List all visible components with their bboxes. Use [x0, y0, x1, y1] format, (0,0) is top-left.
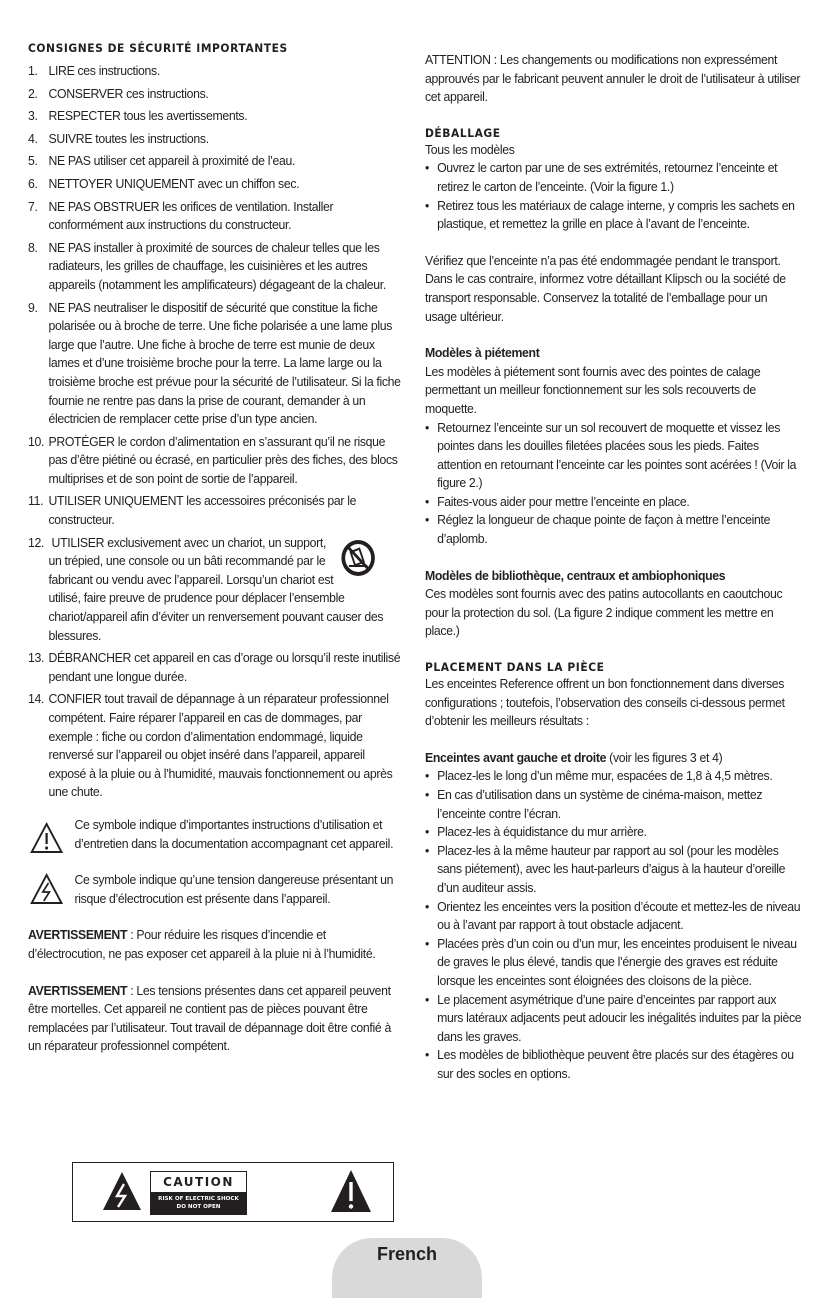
caution-subtext: RISK OF ELECTRIC SHOCK DO NOT OPEN	[151, 1192, 246, 1214]
safety-item-9: 9. NE PAS neutraliser le dispositif de sécurité que constitue la fiche polarisée ou à broche de terre. Une fiche polarisée a une lame plus large que l’autre. Une fiche à broche de terre est munie de deux lames et d’une troisième broche pour la terre. La lame large ou la troisième broche est prévue pour la sécurité de l’utilisateur. Si la fiche fournie ne rentre pas dans la prise de courant, demander à un électricien de remplacer cette prise d’un type ancien.	[28, 299, 401, 427]
safety-item-7: 7. NE PAS OBSTRUER les orifices de ventilation. Installer conformément aux instructions du constructeur.	[28, 198, 334, 233]
exclamation-triangle-icon	[30, 822, 63, 854]
list-item: • Retournez l’enceinte sur un sol recouvert de moquette et vissez les pointes dans les douilles filetées placées sous les pieds. Faites attention en retournant l’enceinte car les pointes sont acérées ! (Voir la figure 2.)	[425, 419, 797, 491]
safety-item-14: 14. CONFIER tout travail de dépannage à un réparateur professionnel compétent. Faire réparer l’appareil en cas de dommages, par exemple : fiche ou cordon d’alimentation endommagé, liquide renversé sur l’appareil ou objet inséré dans l’appareil, appareil exposé à la pluie ou à l’humidité, mauvais fonctionnement ou après une chute.	[28, 691, 393, 800]
left-column	[28, 40, 405, 1056]
list-item: • Placez-les le long d’un même mur, espacées de 1,8 à 4,5 mètres.	[425, 768, 773, 784]
safety-item-3: 3. RESPECTER tous les avertissements.	[28, 108, 248, 124]
safety-item-5: 5. NE PAS utiliser cet appareil à proximité de l’eau.	[28, 153, 296, 169]
exclamation-symbol-note: Ce symbole indique d’importantes instructions d’utilisation et d’entretien dans la documentation accompagnant cet appareil.	[28, 816, 405, 853]
attention-paragraph: ATTENTION : Les changements ou modifications non expressément approuvés par le fabricant peuvent annuler le droit de l’utilisateur à utiliser cet appareil.	[425, 52, 801, 105]
safety-item-2: 2. CONSERVER ces instructions.	[28, 85, 209, 101]
caution-word: CAUTION	[163, 1175, 234, 1189]
warning-moisture: AVERTISSEMENT : Pour réduire les risques d’incendie et d’électrocution, ne pas exposer cet appareil à la pluie ni à l’humidité.	[28, 927, 376, 961]
list-item: • Retirez tous les matériaux de calage interne, y compris les sachets en plastique, et remettez la grille en place à l’avant de l’enceinte.	[425, 197, 795, 232]
right-column	[425, 51, 802, 1084]
cart-tip-warning-icon	[340, 538, 377, 578]
language-label: French	[376, 1244, 437, 1264]
list-item: • Placez-les à équidistance du mur arrière.	[425, 824, 647, 840]
tous-modeles-heading: Tous les modèles	[425, 141, 515, 157]
lightning-triangle-icon	[101, 1170, 143, 1212]
safety-item-12: 12. UTILISER exclusivement avec un chariot, un support, un trépied, une console ou un bâti recommandé par le fabricant ou vendu avec l’appareil. Lorsqu’un chariot est utilisé, faire preuve de prudence pour déplacer l’ensemble chariot/appareil afin d’éviter un renversement pouvant causer des blessures.	[28, 534, 384, 643]
pietement-paragraph: Les modèles à piétement sont fournis avec des pointes de calage permettant un meilleur fonctionnement sur les sols recouverts de moquette.	[425, 363, 761, 416]
safety-item-13: 13. DÉBRANCHER cet appareil en cas d’orage ou lorsqu’il reste inutilisé pendant une longue durée.	[28, 650, 401, 684]
list-item: • Le placement asymétrique d’une paire d’enceintes par rapport aux murs latéraux adjacents peut adoucir les inégalités induites par la pièce dans les graves.	[425, 991, 802, 1044]
verification-paragraph: Vérifiez que l’enceinte n’a pas été endommagée pendant le transport. Dans le cas contraire, informez votre détaillant Klipsch ou la société de transport responsable. Conservez la totalité de l’emballage pour un usage ultérieur.	[425, 252, 786, 324]
pietement-heading: Modèles à piétement	[425, 345, 540, 361]
lightning-symbol-note: Ce symbole indique qu’une tension dangereuse présentant un risque d’électrocution est présente dans l’appareil.	[28, 871, 405, 908]
list-item: • Orientez les enceintes vers la position d’écoute et mettez-les de niveau ou à l’avant par rapport à tout obstacle adjacent.	[425, 898, 801, 933]
avant-heading: Enceintes avant gauche et droite (voir les figures 3 et 4)	[425, 749, 723, 765]
bibliotheque-paragraph: Ces modèles sont fournis avec des patins autocollants en caoutchouc pour la protection du sol. (La figure 2 indique comment les mettre en place.)	[425, 586, 783, 639]
safety-heading: CONSIGNES DE SÉCURITÉ IMPORTANTES	[28, 41, 288, 55]
lightning-triangle-icon	[30, 873, 63, 905]
deballage-heading: DÉBALLAGE	[425, 125, 501, 140]
exclamation-triangle-icon	[329, 1168, 373, 1214]
warning-voltage: AVERTISSEMENT : Les tensions présentes dans cet appareil peuvent être mortelles. Cet appareil ne contient pas de pièces pouvant être remplacées par l’utilisateur. Tout travail de dépannage doit être confié à un réparateur professionnel compétent.	[28, 982, 391, 1054]
list-item: • Placées près d’un coin ou d’un mur, les enceintes produisent le niveau de graves le plus élevé, tandis que l’énergie des graves est réduite lorsque les enceintes sont éloignées des cloisons de la pièce.	[425, 935, 797, 988]
list-item: • Placez-les à la même hauteur par rapport au sol (pour les modèles sans piétement), avec les haut-parleurs d’aigus à la hauteur d’oreille d’un auditeur assis.	[425, 842, 786, 895]
list-item: • Les modèles de bibliothèque peuvent être placés sur des étagères ou sur des socles en options.	[425, 1047, 794, 1081]
list-item: • Réglez la longueur de chaque pointe de façon à mettre l’enceinte d’aplomb.	[425, 512, 771, 547]
safety-item-1: 1. LIRE ces instructions.	[28, 63, 160, 78]
list-item: • Ouvrez le carton par une de ses extrémités, retournez l’enceinte et retirez le carton de l’enceinte. (Voir la figure 1.)	[425, 160, 778, 194]
placement-paragraph: Les enceintes Reference offrent un bon fonctionnement dans diverses configurations ; toutefois, l’observation des conseils ci-dessous permet d’obtenir les meilleurs résultats :	[425, 676, 785, 729]
bibliotheque-heading: Modèles de bibliothèque, centraux et ambiophoniques	[425, 567, 726, 583]
safety-item-4: 4. SUIVRE toutes les instructions.	[28, 130, 209, 146]
list-item: • Faites-vous aider pour mettre l’enceinte en place.	[425, 493, 690, 509]
caution-plate	[150, 1171, 247, 1215]
placement-heading: PLACEMENT DANS LA PIÈCE	[425, 660, 605, 675]
caution-label	[72, 1162, 394, 1222]
safety-item-11: 11. UTILISER UNIQUEMENT les accessoires préconisés par le constructeur.	[28, 493, 357, 528]
list-item: • En cas d’utilisation dans un système de cinéma-maison, mettez l’enceinte contre l’écran.	[425, 787, 763, 821]
safety-item-8: 8. NE PAS installer à proximité de sources de chaleur telles que les radiateurs, les grilles de chauffage, les cuisinières et les autres appareils (notamment les amplificateurs) dégageant de la chaleur.	[28, 239, 386, 292]
language-tab	[332, 1238, 482, 1298]
safety-item-6: 6. NETTOYER UNIQUEMENT avec un chiffon sec.	[28, 175, 300, 191]
safety-item-10: 10. PROTÉGER le cordon d’alimentation en s’assurant qu’il ne risque pas d’être piétiné ou écrasé, en particulier près des fiches, des blocs multiprises et de son point de sortie de l’appareil.	[28, 433, 398, 486]
